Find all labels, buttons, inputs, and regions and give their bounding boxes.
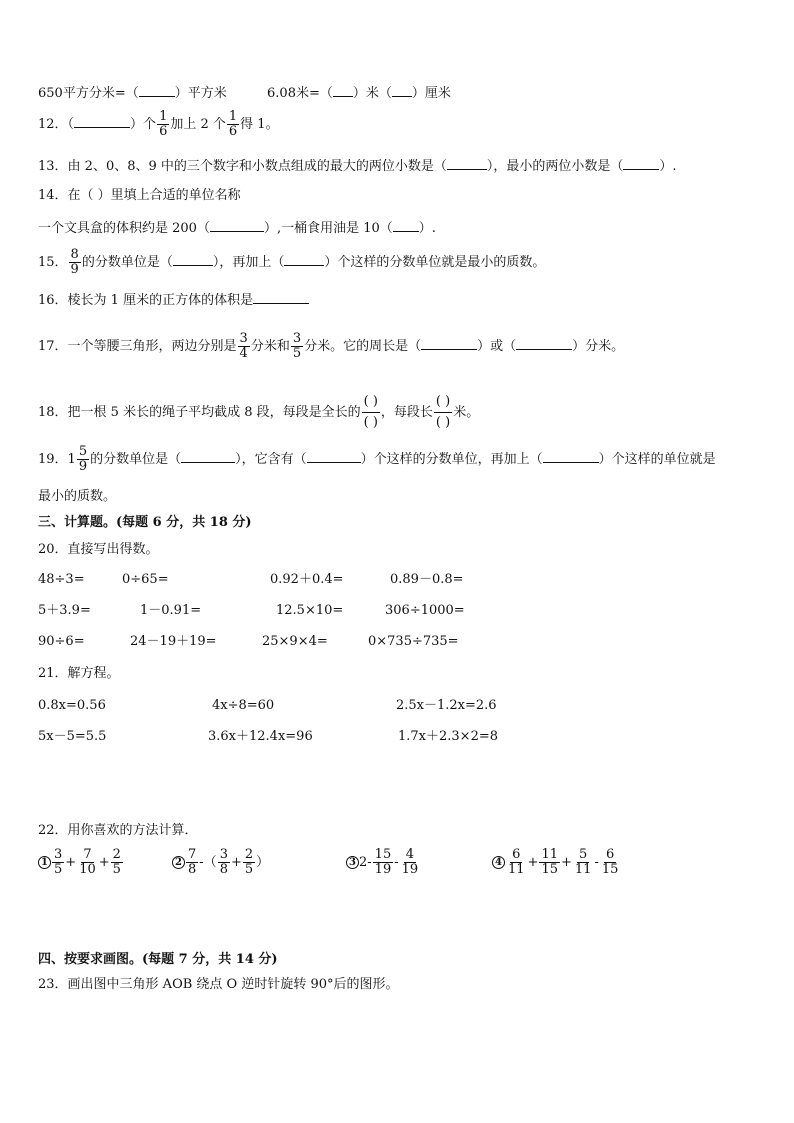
q15-text2: ），再加上（ bbox=[212, 255, 285, 270]
q15-fraction: $\frac{8}{9}$ bbox=[70, 247, 79, 277]
q19-blank-1[interactable] bbox=[181, 450, 235, 463]
q22-title: 22．用你喜欢的方法计算． bbox=[38, 823, 198, 838]
q19-text3: ）个这样的分数单位，再加上（ bbox=[360, 452, 543, 467]
q20-r2c2: 1－0.91= bbox=[140, 603, 202, 618]
q21-title: 21．解方程。 bbox=[38, 666, 120, 681]
q17-prefix: 17．一个等腰三角形，两边分别是 bbox=[38, 339, 237, 354]
q18-mid: ，每段长 bbox=[380, 405, 433, 420]
q20-r1c4: 0.89－0.8= bbox=[390, 572, 464, 587]
q17-fraction-1: $\frac{3}{4}$ bbox=[239, 331, 248, 361]
q23-text: 23．画出图中三角形 AOB 绕点 O 逆时针旋转 90°后的图形。 bbox=[38, 977, 399, 992]
q19-line2: 最小的质数。 bbox=[38, 489, 117, 504]
q15-text1: 的分数单位是（ bbox=[81, 255, 173, 270]
q19-blank-2[interactable] bbox=[307, 450, 361, 463]
q12-mid: 加上 2 个 bbox=[170, 117, 226, 132]
q12-blank[interactable] bbox=[74, 115, 130, 128]
q17-blank-1[interactable] bbox=[421, 337, 477, 350]
q20-r2c4: 306÷1000= bbox=[385, 603, 465, 618]
q12-fraction-1: $\frac{1}{6}$ bbox=[159, 109, 168, 139]
q20-r1c2: 0÷65= bbox=[122, 572, 169, 587]
q20-r3c4: 0×735÷735= bbox=[368, 634, 459, 649]
q17-end: ）分米。 bbox=[572, 339, 625, 354]
q13-blank-2[interactable] bbox=[623, 157, 659, 170]
q13-text: 13．由 2、0、8、9 中的三个数字和小数点组成的最大的两位小数是（ bbox=[38, 159, 447, 174]
q19-text2: ），它含有（ bbox=[235, 452, 307, 467]
q15-line bbox=[38, 248, 545, 277]
q11-b-number: 6.08 bbox=[267, 86, 296, 101]
q13-end: ）. bbox=[659, 159, 677, 174]
q22-expr-4: 4 $\frac{6}{11}$ + $\frac{11}{15}$ + $\frac{5}{11}$ - $\frac{6}{15}$ bbox=[492, 848, 621, 877]
q15-text3: ）个这样的分数单位就是最小的质数。 bbox=[324, 255, 546, 270]
q20-r3c1: 90÷6= bbox=[38, 634, 85, 649]
q22-expr-2: 2 $\frac{7}{8}$ -（ $\frac{3}{8}$ + $\frac{2}{5}$ ） bbox=[172, 848, 269, 877]
q21-r1c2: 4x÷8=60 bbox=[212, 698, 275, 713]
q20-r1c3: 0.92＋0.4= bbox=[270, 572, 344, 587]
q14-line2 bbox=[38, 219, 436, 237]
q18-line bbox=[38, 392, 479, 433]
q20-r3c2: 24－19＋19= bbox=[130, 634, 217, 649]
q18-fraction-blank-2[interactable]: $\frac{( )}{( )}$ bbox=[435, 394, 451, 430]
q12-prefix: 12．（ bbox=[38, 117, 75, 132]
q20-r3c3: 25×9×4= bbox=[262, 634, 328, 649]
q14-line2a: 一个文具盒的体积约是 200（ bbox=[38, 221, 210, 236]
q14-line2b: ）,一桶食用油是 10（ bbox=[263, 221, 393, 236]
q18-fraction-blank-1[interactable]: $\frac{( )}{( )}$ bbox=[363, 394, 378, 430]
q11-a-blank[interactable] bbox=[139, 84, 175, 97]
circled-number-3: 3 bbox=[346, 856, 359, 869]
q11-b-close: ）厘米 bbox=[411, 86, 451, 101]
q11-b-blank1[interactable] bbox=[333, 84, 353, 97]
q20-r2c1: 5＋3.9= bbox=[38, 603, 91, 618]
q11-a-text: 平方分米=（ bbox=[62, 86, 139, 101]
q19-line bbox=[38, 445, 716, 474]
q11-line bbox=[38, 84, 451, 102]
q18-end: 米。 bbox=[453, 405, 480, 420]
q13-blank-1[interactable] bbox=[447, 157, 487, 170]
q20-title: 20．直接写出得数。 bbox=[38, 542, 159, 557]
q12-after-blank: ）个 bbox=[130, 117, 157, 132]
q20-r2c3: 12.5×10= bbox=[276, 603, 344, 618]
q14-line2c: ）. bbox=[418, 221, 436, 236]
q19-prefix: 19． bbox=[38, 452, 68, 467]
q17-fraction-2: $\frac{3}{5}$ bbox=[292, 331, 302, 361]
q21-r2c3: 1.7x＋2.3×2=8 bbox=[398, 729, 499, 744]
q12-line bbox=[38, 110, 279, 139]
q11-a-close: ）平方米 bbox=[174, 86, 227, 101]
circled-number-4: 4 bbox=[492, 856, 505, 869]
q14-title: 14．在（ ）里填上合适的单位名称 bbox=[38, 188, 241, 203]
q18-text: 18．把一根 5 米长的绳子平均截成 8 段，每段是全长的 bbox=[38, 405, 361, 420]
q21-r1c1: 0.8x=0.56 bbox=[38, 698, 106, 713]
q16-line bbox=[38, 291, 309, 309]
q21-r1c3: 2.5x－1.2x=2.6 bbox=[396, 698, 497, 713]
q19-text1: 的分数单位是（ bbox=[90, 452, 182, 467]
q22-expr-1: 1 $\frac{3}{5}$ + $\frac{7}{10}$ + $\frac{2}{5}$ bbox=[38, 848, 124, 877]
q11-b-mid: ）米（ bbox=[352, 86, 392, 101]
q17-line bbox=[38, 332, 624, 361]
section-4-heading: 四、按要求画图。(每题 7 分，共 14 分) bbox=[38, 952, 278, 967]
section-3-heading: 三、计算题。(每题 6 分，共 18 分) bbox=[38, 515, 252, 530]
q14-blank-1[interactable] bbox=[210, 219, 264, 232]
q20-r1c1: 48÷3= bbox=[38, 572, 85, 587]
q17-mid: 分米和 bbox=[250, 339, 290, 354]
q17-blank-2[interactable] bbox=[516, 337, 572, 350]
q21-r2c1: 5x－5=5.5 bbox=[38, 729, 107, 744]
q13-mid: ），最小的两位小数是（ bbox=[486, 159, 624, 174]
q11-b-text: 米=（ bbox=[295, 86, 333, 101]
q15-blank-2[interactable] bbox=[284, 253, 324, 266]
q17-or: ）或（ bbox=[477, 339, 517, 354]
q11-b-blank2[interactable] bbox=[392, 84, 412, 97]
q22-expr-3: 3 2- $\frac{15}{19}$ - $\frac{4}{19}$ bbox=[346, 848, 421, 877]
circled-number-2: 2 bbox=[172, 856, 185, 869]
q14-blank-2[interactable] bbox=[393, 219, 419, 232]
q13-line bbox=[38, 157, 677, 175]
q19-mixed-number: 1 $\frac{5}{9}$ bbox=[67, 444, 88, 474]
q15-prefix: 15． bbox=[38, 255, 68, 270]
q12-fraction-2: $\frac{1}{6}$ bbox=[228, 109, 238, 139]
q15-blank-1[interactable] bbox=[173, 253, 213, 266]
q16-blank[interactable] bbox=[253, 291, 309, 304]
q17-text: 分米。它的周长是（ bbox=[304, 339, 422, 354]
q21-r2c2: 3.6x＋12.4x=96 bbox=[208, 729, 313, 744]
circled-number-1: 1 bbox=[38, 856, 51, 869]
q12-end: 得 1。 bbox=[240, 117, 279, 132]
q19-blank-3[interactable] bbox=[543, 450, 599, 463]
q11-a-number: 650 bbox=[38, 86, 63, 101]
q16-text: 16．棱长为 1 厘米的正方体的体积是 bbox=[38, 293, 254, 308]
q19-text4: ）个这样的单位就是 bbox=[598, 452, 716, 467]
